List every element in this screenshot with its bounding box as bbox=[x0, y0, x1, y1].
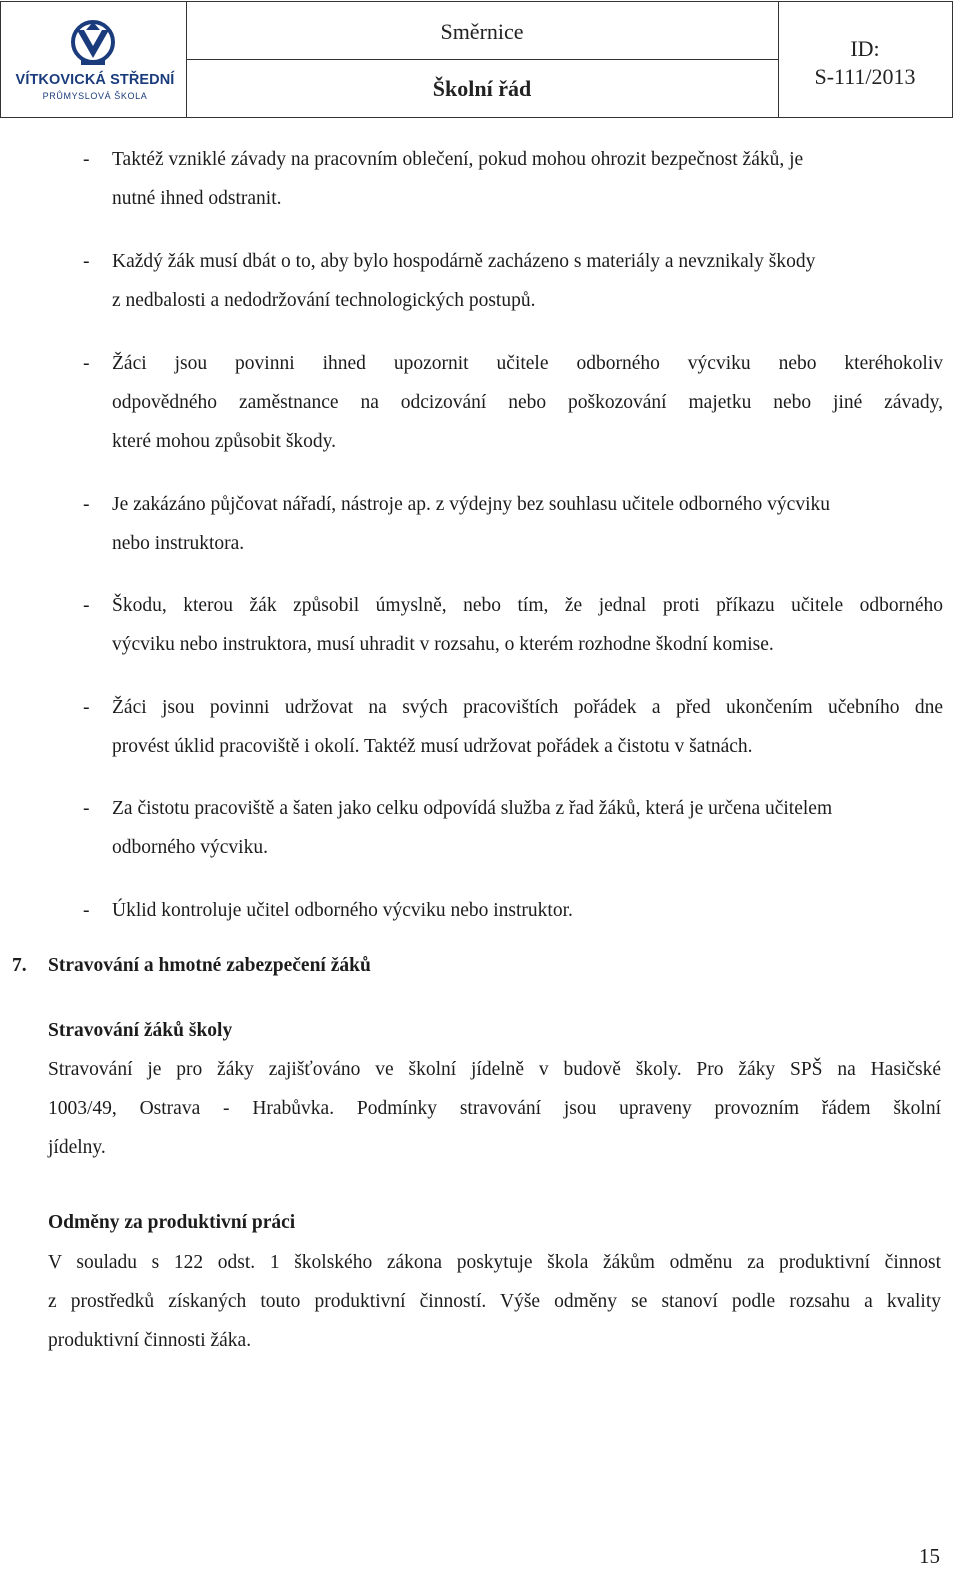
text-line: 1003/49, Ostrava - Hrabůvka. Podmínky stravování jsou upraveny provozním řádem školní bbox=[48, 1098, 941, 1119]
bullet-dash: - bbox=[83, 494, 90, 515]
list-item-text bbox=[112, 586, 943, 664]
doc-type-cell bbox=[186, 1, 779, 60]
school-subtitle: PRŮMYSLOVÁ ŠKOLA bbox=[42, 91, 148, 101]
rewards-paragraph bbox=[48, 1243, 941, 1360]
meals-paragraph bbox=[48, 1050, 941, 1167]
section-title: Stravování a hmotné zabezpečení žáků bbox=[48, 955, 371, 976]
text-line: odborného výcviku. bbox=[112, 837, 268, 858]
school-logo-icon bbox=[71, 20, 115, 68]
logo-cell bbox=[0, 1, 187, 118]
list-item-text bbox=[112, 242, 943, 320]
bullet-dash: - bbox=[83, 697, 90, 718]
text-line: Stravování je pro žáky zajišťováno ve školní jídelně v budově školy. Pro žáky SPŠ na Hasičské bbox=[48, 1059, 941, 1080]
text-line: nebo instruktora. bbox=[112, 533, 245, 554]
text-line: jídelny. bbox=[48, 1137, 106, 1158]
text-line: provést úklid pracoviště i okolí. Taktéž musí udržovat pořádek a čistotu v šatnách. bbox=[112, 736, 753, 757]
list-item-text bbox=[112, 140, 943, 218]
doc-type: Směrnice bbox=[440, 19, 524, 44]
bullet-dash: - bbox=[83, 251, 90, 272]
text-line: Žáci jsou povinni ihned upozornit učitele odborného výcviku nebo kteréhokoliv bbox=[112, 353, 943, 374]
list-item-text bbox=[112, 485, 943, 563]
bullet-dash: - bbox=[83, 353, 90, 374]
school-name: VÍTKOVICKÁ STŘEDNÍ bbox=[15, 72, 175, 88]
section-number: 7. bbox=[12, 955, 27, 976]
text-line: Za čistotu pracoviště a šaten jako celku odpovídá služba z řad žáků, která je určena učitelem bbox=[112, 798, 833, 819]
text-line: které mohou způsobit škody. bbox=[112, 431, 337, 452]
text-line: Škodu, kterou žák způsobil úmyslně, nebo tím, že jednal proti příkazu učitele odborného bbox=[112, 595, 943, 616]
text-line: V souladu s 122 odst. 1 školského zákona poskytuje škola žákům odměnu za produktivní činnost bbox=[48, 1252, 941, 1273]
bullet-dash: - bbox=[83, 900, 90, 921]
list-item-text bbox=[112, 688, 943, 766]
rewards-heading: Odměny za produktivní práci bbox=[48, 1212, 296, 1233]
text-line: odpovědného zaměstnance na odcizování nebo poškozování majetku nebo jiné závady, bbox=[112, 392, 943, 413]
section-heading bbox=[12, 955, 371, 977]
doc-title: Školní řád bbox=[432, 76, 532, 101]
document-header bbox=[0, 1, 953, 117]
text-line: výcviku nebo instruktora, musí uhradit v rozsahu, o kterém rozhodne škodní komise. bbox=[112, 634, 774, 655]
text-line: nutné ihned odstranit. bbox=[112, 188, 282, 209]
text-line: Žáci jsou povinni udržovat na svých pracovištích pořádek a před ukončením učebního dne bbox=[112, 697, 943, 718]
doc-id-label: ID: bbox=[850, 36, 880, 61]
bullet-dash: - bbox=[83, 595, 90, 616]
text-line: z prostředků získaných touto produktivní činností. Výše odměny se stanoví podle rozsahu a kvality bbox=[48, 1291, 941, 1312]
meals-heading: Stravování žáků školy bbox=[48, 1020, 233, 1041]
page-number: 15 bbox=[919, 1544, 940, 1568]
bullet-dash: - bbox=[83, 798, 90, 819]
text-line: Je zakázáno půjčovat nářadí, nástroje ap. z výdejny bez souhlasu učitele odborného výcviku bbox=[112, 494, 830, 515]
text-line: Každý žák musí dbát o to, aby bylo hospodárně zacházeno s materiály a nevznikaly škody bbox=[112, 251, 816, 272]
doc-id-cell bbox=[778, 1, 953, 118]
doc-id-value: S-111/2013 bbox=[814, 64, 916, 89]
list-item-text bbox=[112, 891, 943, 930]
list-item-text bbox=[112, 344, 943, 461]
list-item-text bbox=[112, 789, 943, 867]
text-line: z nedbalosti a nedodržování technologických postupů. bbox=[112, 290, 536, 311]
bullet-dash: - bbox=[83, 149, 90, 170]
text-line: Úklid kontroluje učitel odborného výcviku nebo instruktor. bbox=[112, 900, 573, 921]
text-line: produktivní činnosti žáka. bbox=[48, 1330, 252, 1351]
doc-title-cell bbox=[186, 59, 779, 118]
text-line: Taktéž vzniklé závady na pracovním oblečení, pokud mohou ohrozit bezpečnost žáků, je bbox=[112, 149, 804, 170]
